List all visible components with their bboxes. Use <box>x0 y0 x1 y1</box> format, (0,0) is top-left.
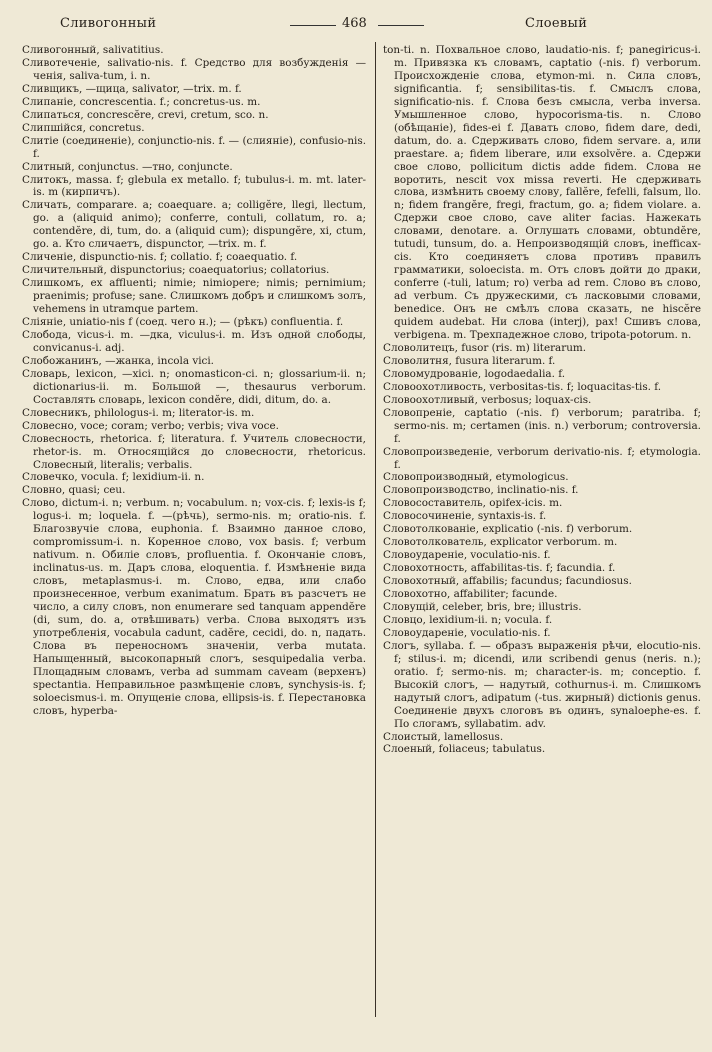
dictionary-entry: Словоударенiе, voculatio-nis. f. <box>383 626 551 639</box>
dictionary-entry: Слово, dictum-i. n; verbum. n; vocabulum. n; vox-cis. f; lexis-is f; logus-i. m; loquela. f. —(рѣчь), sermo-nis. m; oratio-nis. f. Благозвучiе слова, euphonia. f. Взаимно данное слово, compromissum-i. n. Коренное слово, vox basis. f; verbum nativum. n. Обилiе словъ, profluentia. f. Окончанiе словъ, inclinatus-us. m. Даръ слова, eloquentia. f. Измѣненiе вида словъ, metaplasmus-i. m. Слово, едва, или слабо произнесенное, verbum exanimatum. Брать въ разсчетъ не число, а силу словъ, non enumerare sed tanquam appendĕre (di, sum, do. a, отвѣшивать) verba. Слова выходятъ изъ употребленiя, vocabula cadunt, cadĕre, cecidi, do. n, падать. Слова въ переносномъ значенiи, verba mutata. Напыщенный, высокопарный слогъ, sesquipedalia verba. Площадным словамъ, verba ad summam caveam (верхенъ) spectantia. Неправильное размѣщенiе словъ, synchysis-is. f; soloecismus-i. m. Опущенiе слова, ellipsis-is. f. Перестановка словъ, hyperba- <box>22 497 366 717</box>
dictionary-entry: Слоеный, foliaceus; tabulatus. <box>383 743 546 756</box>
dictionary-entry: Словцо, lexidium-ii. n; vocula. f. <box>383 613 553 626</box>
dictionary-entry: Сливщикъ, —щица, salivator, —trix. m. f. <box>22 82 242 95</box>
right-column <box>383 44 701 756</box>
dictionary-entry: Словечко, vocula. f; lexidium-ii. n. <box>22 471 205 484</box>
dictionary-entry: Словоохотливый, verbosus; loquax-cis. <box>383 393 592 406</box>
dictionary-entry: Слишкомъ, ex affluenti; nimie; nimiopere; nimis; pernimium; praenimis; profuse; sane. Слишкомъ добръ и слишкомъ золъ, vehemens in utramque partem. <box>22 277 366 316</box>
dictionary-entry: Слипшiйся, concretus. <box>22 121 145 134</box>
dictionary-entry: Словопренiе, captatio (-nis. f) verborum; paratriba. f; sermo-nis. m; certamen (inis. n.) verborum; controversia. f. <box>383 406 701 445</box>
header-rule-left <box>290 25 336 26</box>
dictionary-entry: Словохотность, affabilitas-tis. f; facundia. f. <box>383 562 616 575</box>
column-divider <box>375 42 376 1017</box>
dictionary-entry: Словотолкованiе, explicatio (-nis. f) verborum. <box>383 523 633 536</box>
dictionary-entry: Слогъ, syllaba. f. — образъ выраженiя рѣчи, elocutio-nis. f; stilus-i. m; dicendi, или scribendi genus (neris. n.); oratio. f; sermo-nis. m; character-is. m; conceptio. f. Высокiй слогъ, — надутый, cothurnus-i. m. Слишкомъ надутый слогъ, adipatum (-tus. жирный) dictionis genus. Соединенiе двухъ слоговъ въ одинъ, synaloephe-es. f. По слогамъ, syllabatim. adv. <box>383 639 701 730</box>
dictionary-entry: Словущiй, celeber, bris, bre; illustris. <box>383 600 582 613</box>
dictionary-entry: Словосочиненiе, syntaxis-is. f. <box>383 510 547 523</box>
dictionary-entry: Сливогонный, salivatitius. <box>22 44 164 56</box>
dictionary-entry: Слипаться, concrescĕre, crevi, cretum, sco. n. <box>22 108 269 121</box>
dictionary-entry: Словопроизводный, etymologicus. <box>383 471 569 484</box>
dictionary-entry: Слоистый, lamellosus. <box>383 730 504 743</box>
dictionary-entry: ton-ti. n. Похвальное слово, laudatio-nis. f; panegiricus-i. m. Привязка къ словамъ, captatio (-nis. f) verborum. Происхожденiе слова, etymon-mi. n. Сила словъ, significantia. f; sensibilitas-tis. f. Смыслъ слова, significatio-nis. f. Слова безъ смысла, verba inversa. Умышленное слово, hypocorisma-tis. n. Слово (обѣщанiе), fides-ei f. Давать слово, fidem dare, dedi, datum, do. a. Сдерживать слово, fidem servare. a, или praestare. a; fidem liberare, или exsolvĕre. a. Сдержи свое слово, pollicitum dictis adde fidem. Слова не воротить, nescit vox missa reverti. Не сдерживать слова, измѣнить своему слову, fallĕre, fefelli, falsum, llo. n; fidem frangĕre, fregi, fractum, go. a; fidem violare. a. Сдержи свое слово, cave aliter facias. Нажекать словами, denotare. a. Оглушать словами, obtundĕre, tutudi, tunsum, do. a. Непроизводящiй словъ, inefficax-cis. Кто соединяетъ слова противъ правилъ грамматики, soloecista. m. Отъ словъ дойти до драки, conferre (-tuli, latum; ro) verba ad rem. Слово въ слово, ad verbum. Съ дружескими, съ ласковыми словами, benedice. Онъ не смѣлъ слова сказать, ne hiscĕre quidem audebat. Ни слова (interj), pax! Сшивъ слова, verbigena. m. Трехпадежное слово, tripotа-potorum. n. <box>383 44 701 341</box>
dictionary-entry: Слобода, vicus-i. m. —дка, viculus-i. m. Изъ одной слободы, convicanus-i. adj. <box>22 328 366 354</box>
dictionary-entry: Словохотно, affabiliter; facunde. <box>383 588 558 601</box>
dictionary-entry: Слитокъ, massa. f; glebula ex metallo. f; tubulus-i. m. mt. later-is. m (кирпичъ). <box>22 173 366 199</box>
left-column <box>22 44 366 718</box>
dictionary-entry: Сличительный, dispunctorius; coaequatorius; collatorius. <box>22 264 330 277</box>
dictionary-entry: Словосоставитель, opifex-icis. m. <box>383 497 563 510</box>
dictionary-entry: Словесность, rhetorica. f; literatura. f. Учитель словесности, rhetor-is. m. Относящiйся до словесности, rhetoricus. Словесный, literalis; verbalis. <box>22 432 366 471</box>
header-left-guide-word: Сливогонный <box>60 16 157 31</box>
dictionary-entry: Словолитня, fusura literarum. f. <box>383 354 556 367</box>
dictionary-entry: Словоохотливость, verbositas-tis. f; loquacitas-tis. f. <box>383 380 662 393</box>
dictionary-entry: Словно, quasi; ceu. <box>22 484 126 497</box>
dictionary-entry: Слипанiе, concrescentia. f.; concretus-us. m. <box>22 95 261 108</box>
header-right-guide-word: Слоевый <box>525 16 588 31</box>
dictionary-entry: Словохотный, affabilis; facundus; facundiosus. <box>383 575 632 588</box>
dictionary-entry: Сличенiе, dispunctio-nis. f; collatio. f; coaequatio. f. <box>22 251 298 264</box>
dictionary-entry: Сливотеченiе, salivatio-nis. f. Средство для возбужденiя —ченiя, saliva-tum, i. n. <box>22 56 366 82</box>
header-rule-right <box>378 25 424 26</box>
dictionary-entry: Слитiе (соединенiе), conjunctio-nis. f. — (слиянiе), confusio-nis. f. <box>22 134 366 160</box>
dictionary-entry: Словомудрованiе, logodaedalia. f. <box>383 367 566 380</box>
dictionary-entry: Слобожанинъ, —жанка, incola vici. <box>22 354 214 367</box>
page-header <box>0 14 712 36</box>
dictionary-entry: Словесникъ, philologus-i. m; literator-is. m. <box>22 406 255 419</box>
dictionary-entry: Словопроизводство, inclinatio-nis. f. <box>383 484 579 497</box>
dictionary-entry: Словарь, lexicon, —xici. n; onomasticon-ci. n; glossarium-ii. n; dictionarius-ii. m. Большой —, thesaurus verborum. Составлять словарь, lexicon condĕre, didi, ditum, do. a. <box>22 367 366 406</box>
dictionary-entry: Словолитецъ, fusor (ris. m) literarum. <box>383 341 587 354</box>
dictionary-entry: Словотолкователь, explicator verborum. m. <box>383 536 618 549</box>
dictionary-entry: Слитный, conjunctus. —тно, conjuncte. <box>22 160 233 173</box>
dictionary-entry: Словопроизведенiе, verborum derivatio-nis. f; etymologia. f. <box>383 445 701 471</box>
page-number: 468 <box>342 16 367 31</box>
dictionary-entry: Словесно, voce; coram; verbo; verbis; viva voce. <box>22 419 279 432</box>
dictionary-entry: Сличать, comparare. a; coaequare. a; colligĕre, llegi, llectum, go. a (aliquid animo); conferre, contuli, collatum, ro. a; contendĕre, di, tum, do. a (aliquid cum); dispungĕre, xi, ctum, go. a. Кто сличаетъ, dispunctor, —trix. m. f. <box>22 199 366 251</box>
dictionary-entry: Слiянiе, uniatio-nis f (соед. чего н.); — (рѣкъ) confluentia. f. <box>22 316 344 329</box>
dictionary-entry: Словоударенiе, voculatio-nis. f. <box>383 549 551 562</box>
